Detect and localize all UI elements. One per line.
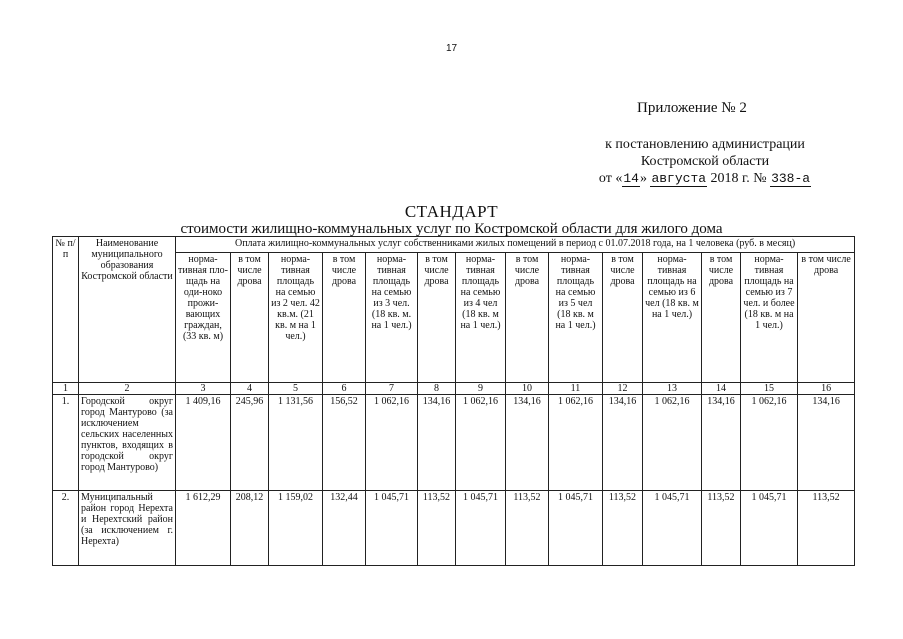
approval-date-line: [560, 170, 850, 187]
date-month: августа: [651, 171, 707, 186]
header-payment-group: Оплата жилищно-коммунальных услуг собственниками жилых помещений в период с 01.07.2018 года, на 1 человека (руб. в месяц): [176, 237, 855, 253]
value-cell: 113,52: [702, 491, 741, 566]
subheader-cell: норма-тивная площадь на семью из 6 чел (18 кв. м на 1 чел.): [643, 253, 702, 383]
subheader-cell: норма-тивная площадь на семью из 4 чел (18 кв. м на 1 чел.): [456, 253, 506, 383]
date-day: 14: [623, 171, 639, 186]
page-number: 17: [445, 43, 458, 54]
row-number: 2.: [53, 491, 79, 566]
value-cell: 1 045,71: [366, 491, 418, 566]
table-row: [53, 491, 855, 566]
document-title: СТАНДАРТ: [404, 202, 499, 221]
standard-table: [52, 236, 855, 566]
value-cell: 208,12: [231, 491, 269, 566]
subheader-cell: норма-тивная пло-щадь на оди-ноко прожи-вающих граждан, (33 кв. м): [176, 253, 231, 383]
subheader-cell: в том числе дрова: [506, 253, 549, 383]
index-cell: 5: [269, 383, 323, 395]
column-index-row: [53, 383, 855, 395]
value-cell: 134,16: [798, 395, 855, 491]
index-cell: 12: [603, 383, 643, 395]
document-subtitle: стоимости жилищно-коммунальных услуг по Костромской области для жилого дома: [180, 221, 723, 237]
value-cell: 1 045,71: [643, 491, 702, 566]
value-cell: 134,16: [418, 395, 456, 491]
date-prefix: от «: [598, 171, 623, 186]
row-number: 1.: [53, 395, 79, 491]
value-cell: 1 062,16: [456, 395, 506, 491]
header-number: № п/п: [53, 237, 79, 383]
index-cell: 1: [53, 383, 79, 395]
value-cell: 156,52: [323, 395, 366, 491]
value-cell: 245,96: [231, 395, 269, 491]
value-cell: 132,44: [323, 491, 366, 566]
index-cell: 4: [231, 383, 269, 395]
subheader-cell: в том числе дрова: [798, 253, 855, 383]
appendix-label: Приложение № 2: [637, 100, 747, 116]
approval-line-2: Костромской области: [640, 154, 770, 169]
index-cell: 11: [549, 383, 603, 395]
table-row: [53, 395, 855, 491]
subheader-cell: в том числе дрова: [603, 253, 643, 383]
value-cell: 113,52: [798, 491, 855, 566]
index-cell: 3: [176, 383, 231, 395]
index-cell: 6: [323, 383, 366, 395]
index-cell: 9: [456, 383, 506, 395]
subheader-cell: норма-тивная площадь на семью из 2 чел. 42 кв.м. (21 кв. м на 1 чел.): [269, 253, 323, 383]
value-cell: 1 062,16: [643, 395, 702, 491]
date-mid: »: [639, 171, 647, 186]
value-cell: 113,52: [506, 491, 549, 566]
value-cell: 1 062,16: [366, 395, 418, 491]
header-municipality: Наименование муниципального образования Костромской области: [79, 237, 176, 383]
index-cell: 14: [702, 383, 741, 395]
subheader-cell: в том числе дрова: [323, 253, 366, 383]
municipality-name: Городской округ город Мантурово (за исключением сельских населенных пунктов, входящих в городской округ город Мантурово): [79, 395, 176, 491]
value-cell: 134,16: [506, 395, 549, 491]
table-header-row: [53, 237, 855, 253]
index-cell: 7: [366, 383, 418, 395]
subheader-cell: норма-тивная площадь на семью из 3 чел. (18 кв. м. на 1 чел.): [366, 253, 418, 383]
municipality-name: Муниципальный район город Нерехта и Нерехтский район (за исключением г. Нерехта): [79, 491, 176, 566]
subheader-cell: норма-тивная площадь на семью из 7 чел. и более (18 кв. м на 1 чел.): [741, 253, 798, 383]
value-cell: 113,52: [418, 491, 456, 566]
index-cell: 15: [741, 383, 798, 395]
value-cell: 1 409,16: [176, 395, 231, 491]
index-cell: 2: [79, 383, 176, 395]
index-cell: 16: [798, 383, 855, 395]
value-cell: 1 159,02: [269, 491, 323, 566]
subheader-cell: в том числе дрова: [418, 253, 456, 383]
value-cell: 1 045,71: [456, 491, 506, 566]
subheader-cell: в том числе дрова: [231, 253, 269, 383]
value-cell: 1 612,29: [176, 491, 231, 566]
document-number: 338-а: [771, 171, 811, 186]
approval-line-1: к постановлению администрации: [605, 137, 805, 152]
subheader-cell: в том числе дрова: [702, 253, 741, 383]
index-cell: 10: [506, 383, 549, 395]
index-cell: 8: [418, 383, 456, 395]
date-year: 2018 г. №: [710, 171, 767, 186]
value-cell: 1 045,71: [741, 491, 798, 566]
value-cell: 134,16: [603, 395, 643, 491]
value-cell: 134,16: [702, 395, 741, 491]
index-cell: 13: [643, 383, 702, 395]
value-cell: 1 131,56: [269, 395, 323, 491]
value-cell: 1 062,16: [549, 395, 603, 491]
value-cell: 113,52: [603, 491, 643, 566]
approval-block: [560, 136, 850, 187]
value-cell: 1 045,71: [549, 491, 603, 566]
value-cell: 1 062,16: [741, 395, 798, 491]
subheader-cell: норма-тивная площадь на семью из 5 чел (18 кв. м на 1 чел.): [549, 253, 603, 383]
